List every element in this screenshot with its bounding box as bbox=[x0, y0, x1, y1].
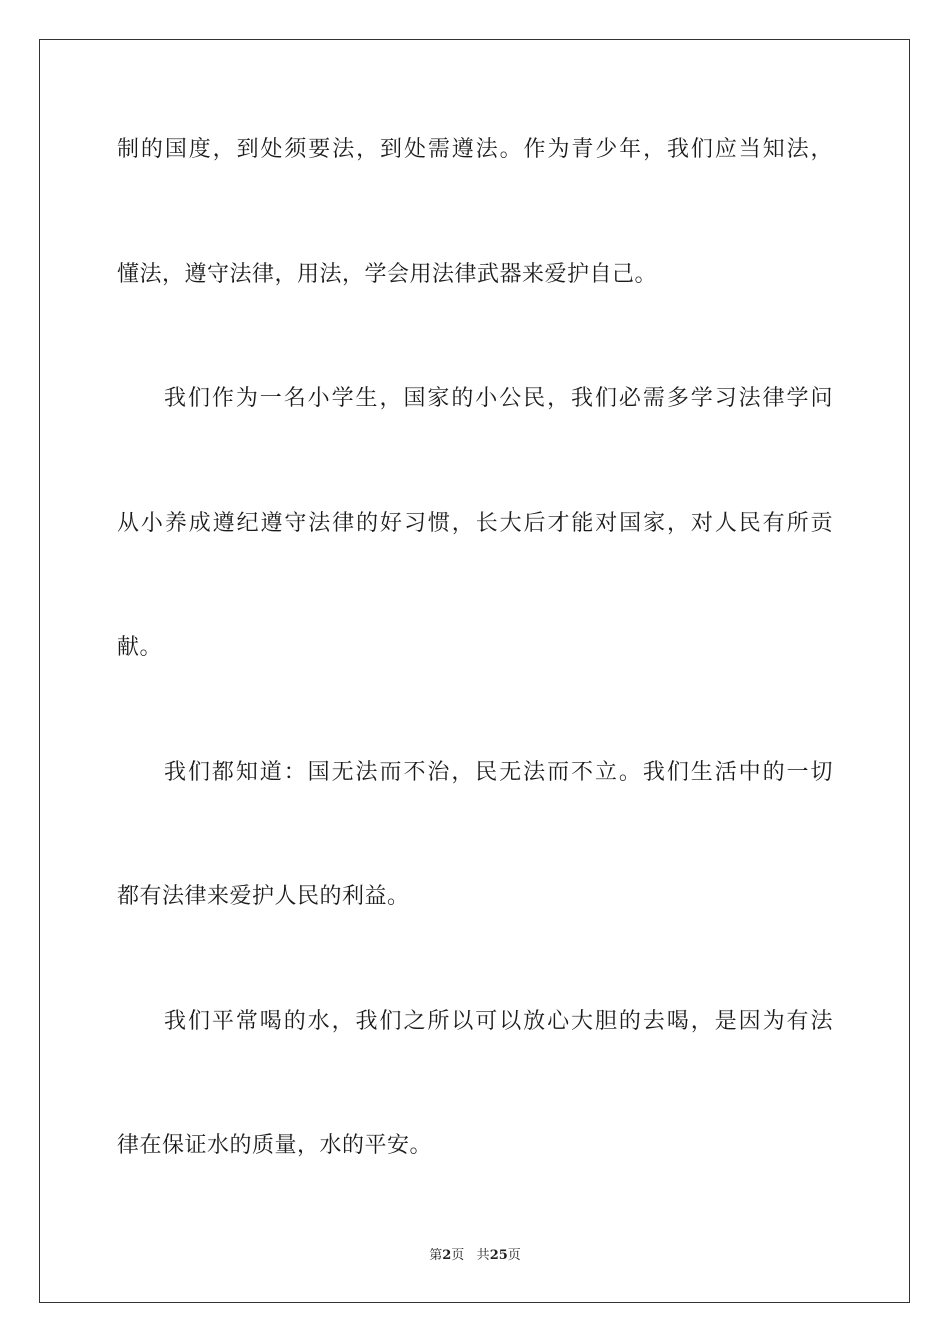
page-suffix: 页 bbox=[451, 1248, 465, 1263]
body-line: 都有法律来爱护人民的利益。 bbox=[117, 884, 410, 909]
paragraph-first-line: 我们都知道：国无法而不治，民无法而不立。我们生活中的一切 bbox=[164, 760, 833, 785]
paragraph-first-line: 我们作为一名小学生，国家的小公民，我们必需多学习法律学问 bbox=[164, 386, 833, 411]
page-number: 2 bbox=[442, 1248, 452, 1263]
page-prefix: 第 bbox=[429, 1248, 443, 1263]
body-line: 制的国度，到处须要法，到处需遵法。作为青少年，我们应当知法， bbox=[117, 137, 833, 162]
body-line: 从小养成遵纪遵守法律的好习惯，长大后才能对国家，对人民有所贡 bbox=[117, 511, 833, 536]
body-line: 律在保证水的质量，水的平安。 bbox=[117, 1133, 433, 1158]
total-suffix: 页 bbox=[507, 1248, 521, 1263]
page-footer bbox=[0, 1247, 950, 1265]
total-prefix: 共 bbox=[476, 1248, 490, 1263]
page-total: 25 bbox=[489, 1248, 508, 1263]
body-line: 懂法，遵守法律，用法，学会用法律武器来爱护自己。 bbox=[117, 262, 658, 287]
page-frame bbox=[39, 39, 910, 1303]
paragraph-first-line: 我们平常喝的水，我们之所以可以放心大胆的去喝，是因为有法 bbox=[164, 1009, 833, 1034]
body-line: 献。 bbox=[117, 635, 163, 660]
